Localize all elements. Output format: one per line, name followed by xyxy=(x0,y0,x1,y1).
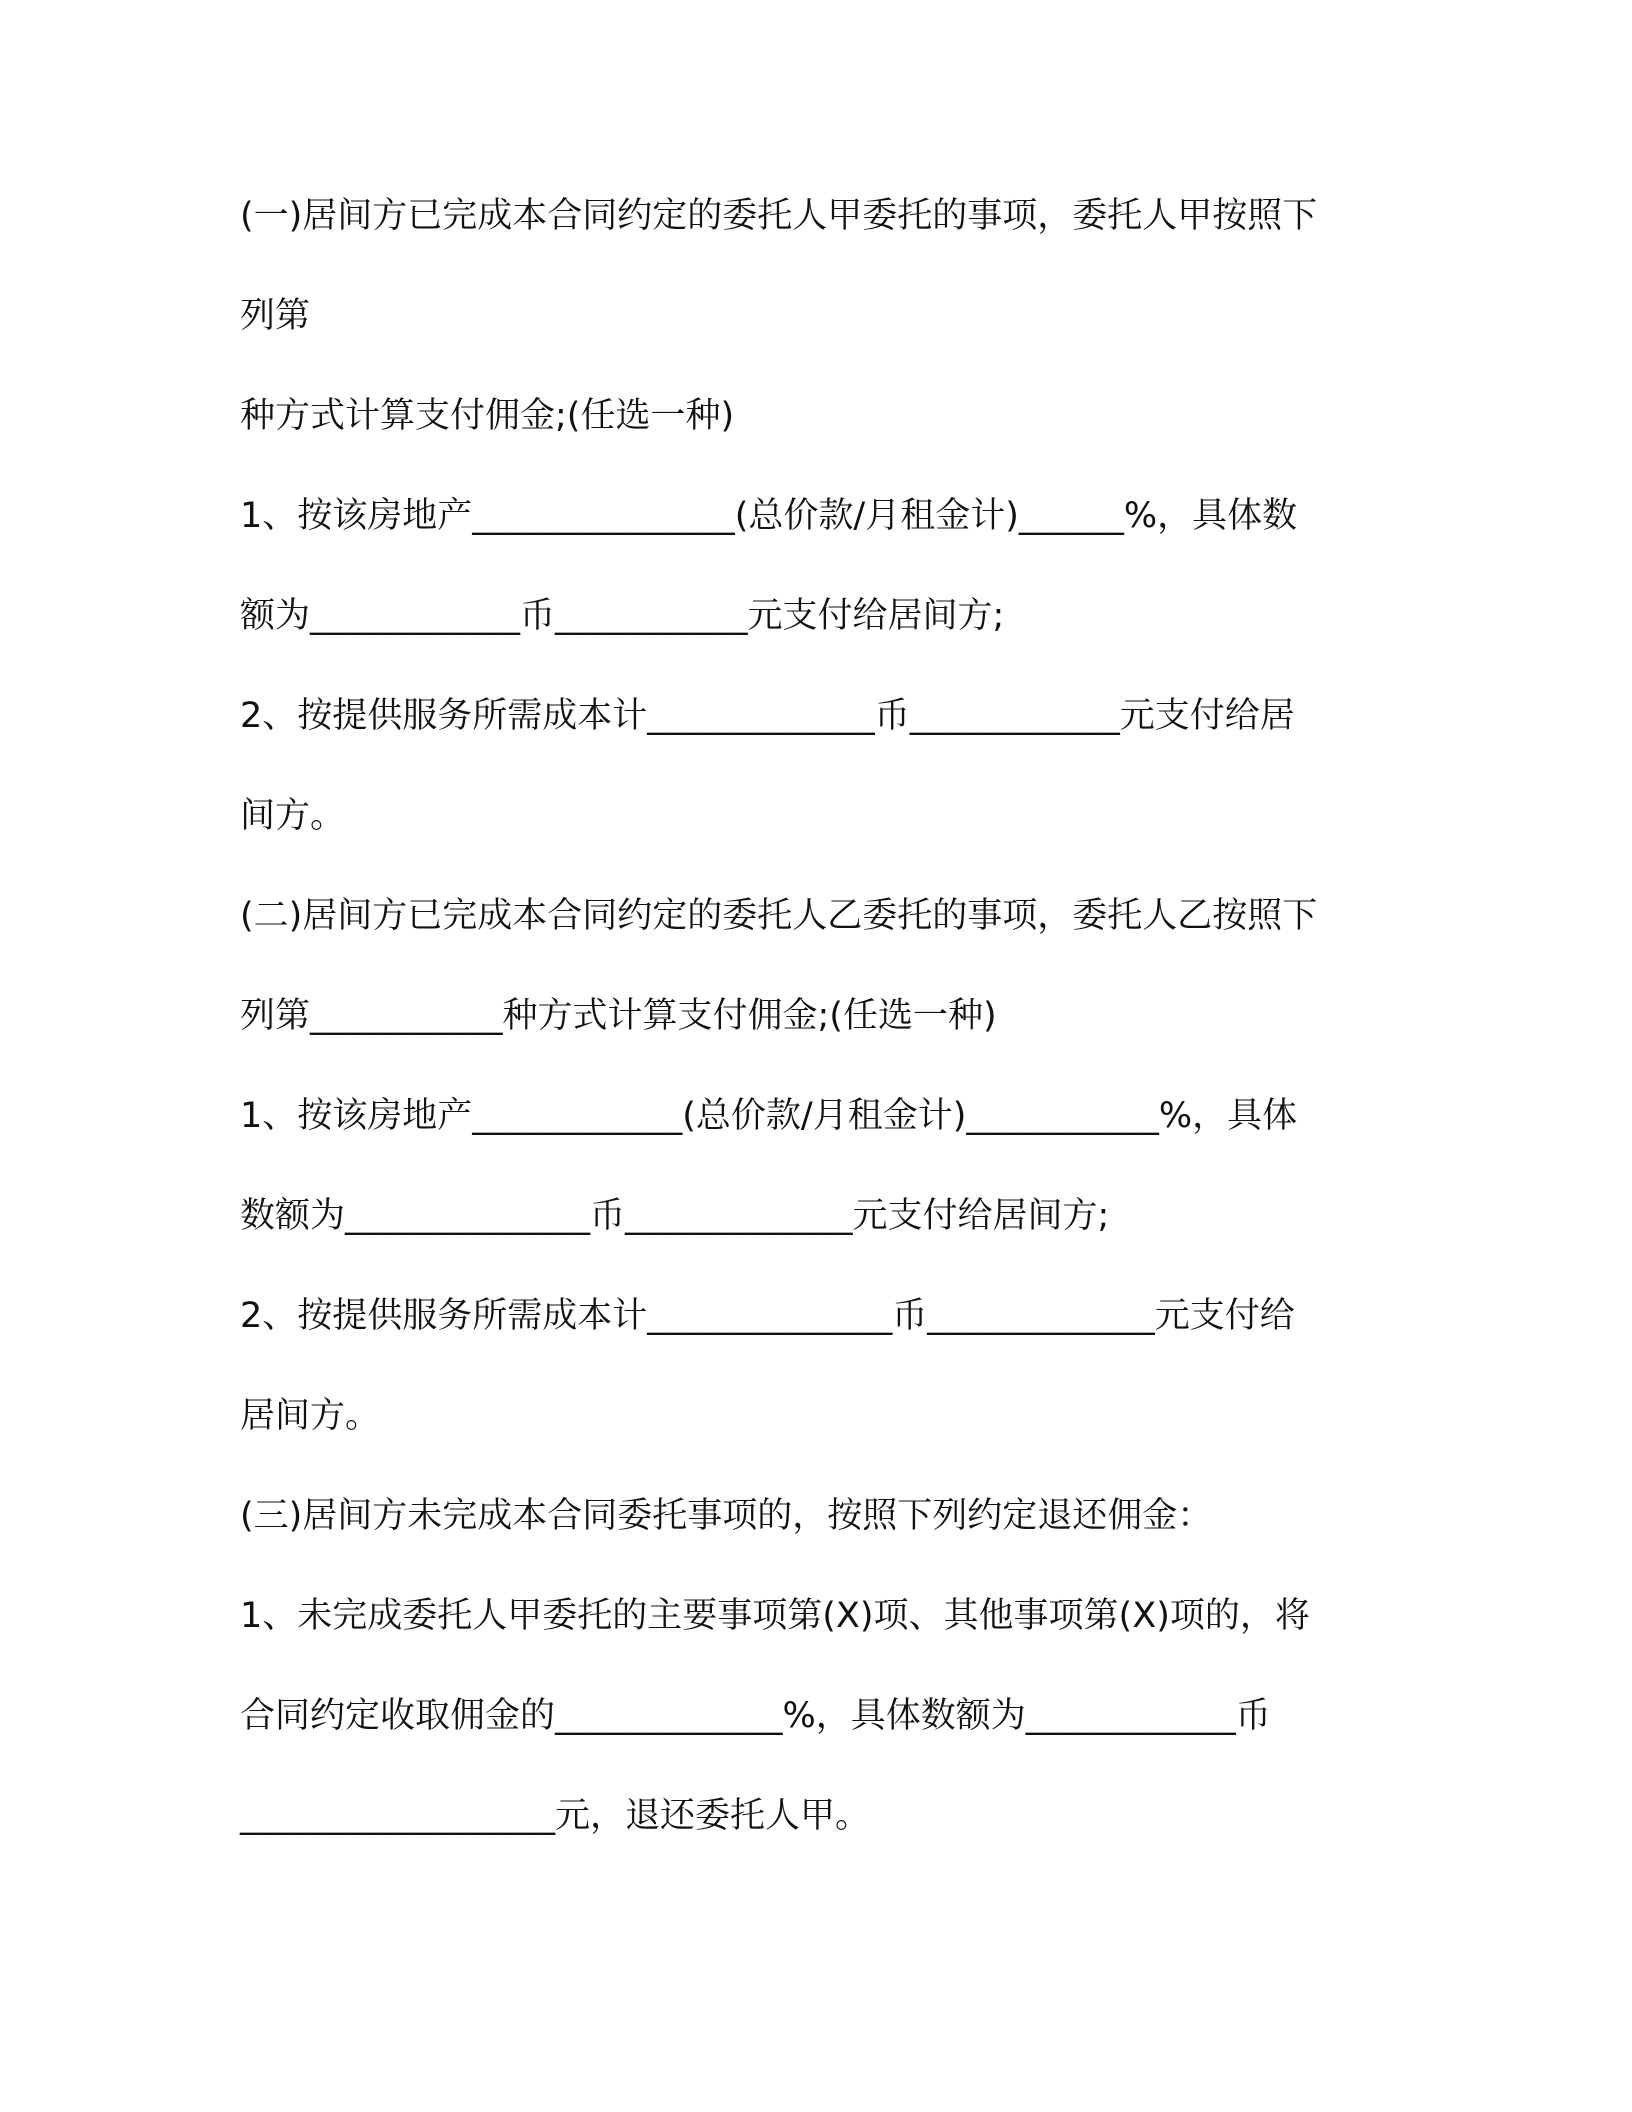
clause-2-option-2-cont: 居间方。 xyxy=(240,1396,381,1436)
clause-2-heading: (二)居间方已完成本合同约定的委托人乙委托的事项，委托人乙按照下 xyxy=(240,896,1318,936)
clause-1-method-line: 种方式计算支付佣金;(任选一种) xyxy=(240,396,735,436)
clause-2-option-1-cont: 数额为______________币_____________元支付给居间方; xyxy=(240,1196,1110,1236)
clause-1-option-1-cont: 额为____________币___________元支付给居间方; xyxy=(240,596,1005,636)
clause-2-method-line: 列第___________种方式计算支付佣金;(任选一种) xyxy=(240,996,997,1036)
clause-1-option-2: 2、按提供服务所需成本计_____________币____________元支付给居 xyxy=(240,696,1295,736)
clause-3-item-1: 1、未完成委托人甲委托的主要事项第(X)项、其他事项第(X)项的，将 xyxy=(240,1596,1310,1636)
clause-2-option-1: 1、按该房地产____________(总价款/月租金计)___________%，具体 xyxy=(240,1096,1298,1136)
clause-1-heading: (一)居间方已完成本合同约定的委托人甲委托的事项，委托人甲按照下 xyxy=(240,196,1318,236)
clause-2-option-2: 2、按提供服务所需成本计______________币_____________元支付给 xyxy=(240,1296,1295,1336)
clause-3-item-1-end: __________________元，退还委托人甲。 xyxy=(240,1796,871,1836)
clause-1-heading-cont: 列第 xyxy=(240,296,311,336)
clause-1-option-2-cont: 间方。 xyxy=(240,796,346,836)
clause-3-heading: (三)居间方未完成本合同委托事项的，按照下列约定退还佣金： xyxy=(240,1496,1213,1536)
clause-3-item-1-cont: 合同约定收取佣金的_____________%，具体数额为____________币 xyxy=(240,1696,1271,1736)
clause-1-option-1: 1、按该房地产_______________(总价款/月租金计)______%，具体数 xyxy=(240,496,1298,536)
